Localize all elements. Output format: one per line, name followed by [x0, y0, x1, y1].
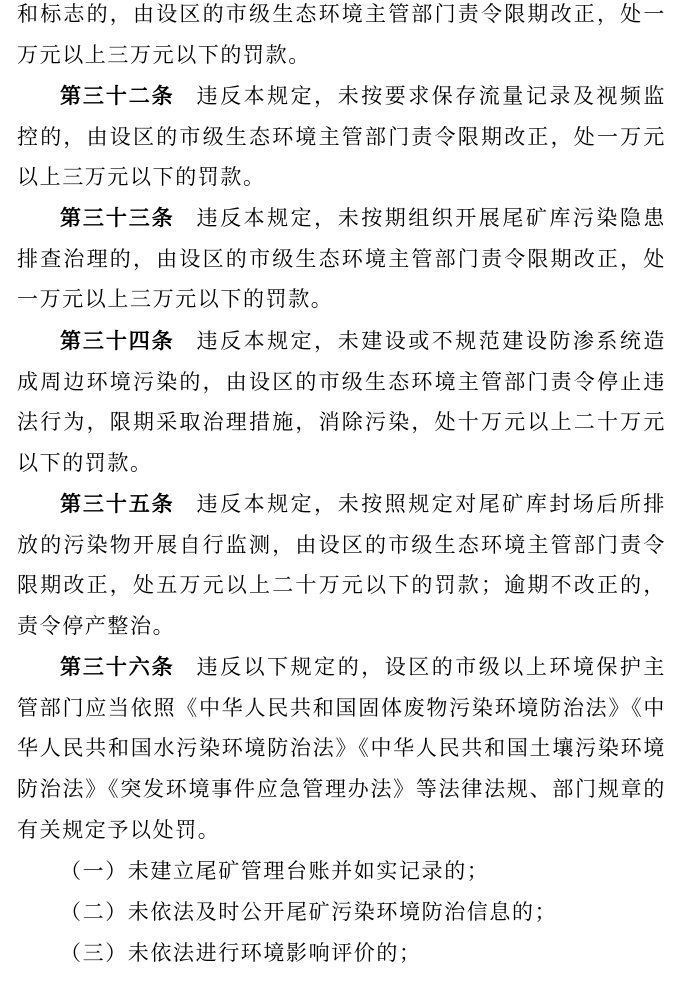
article-number: 第三十三条	[60, 206, 175, 230]
article-number: 第三十四条	[60, 329, 175, 353]
article-number: 第三十五条	[60, 492, 175, 516]
article-32	[17, 76, 666, 198]
article-number: 第三十六条	[60, 655, 175, 679]
article-text: 违反本规定，未按照规定对尾矿库封场后所排放的污染物开展自行监测，由设区的市级生态环境主管部门责令限期改正，处五万元以上二十万元以下的罚款；逾期不改正的，责令停产整治。	[17, 492, 667, 639]
article-text: 违反以下规定的，设区的市级以上环境保护主管部门应当依照《中华人民共和国固体废物污染环境防治法》《中华人民共和国水污染环境防治法》《中华人民共和国土壤污染环境防治法》《突发环境事件应急管理办法》等法律法规、部门规章的有关规定予以处罚。	[17, 655, 667, 842]
article-36	[17, 647, 666, 851]
paragraph-continuation	[17, 0, 666, 75]
article-33	[17, 198, 666, 320]
paragraph-text: 和标志的，由设区的市级生态环境主管部门责令限期改正，处一万元以上三万元以下的罚款。	[17, 2, 666, 67]
list-item: （二）未依法及时公开尾矿污染环境防治信息的；	[60, 900, 558, 924]
article-text: 违反本规定，未建设或不规范建设防渗系统造成周边环境污染的，由设区的市级生态环境主管部门责令停止违法行为，限期采取治理措施，消除污染，处十万元以上二十万元以下的罚款。	[17, 329, 667, 476]
article-34	[17, 321, 666, 484]
article-number: 第三十二条	[60, 84, 175, 108]
article-35	[17, 484, 666, 647]
list-item: （三）未依法进行环境影响评价的；	[60, 941, 422, 965]
article-text: 违反本规定，未按要求保存流量记录及视频监控的，由设区的市级生态环境主管部门责令限期改正，处一万元以上三万元以下的罚款。	[17, 84, 667, 190]
article-text: 违反本规定，未按期组织开展尾矿库污染隐患排查治理的，由设区的市级生态环境主管部门责令限期改正，处一万元以上三万元以下的罚款。	[17, 206, 667, 312]
list-item: （一）未建立尾矿管理台账并如实记录的；	[60, 859, 490, 883]
